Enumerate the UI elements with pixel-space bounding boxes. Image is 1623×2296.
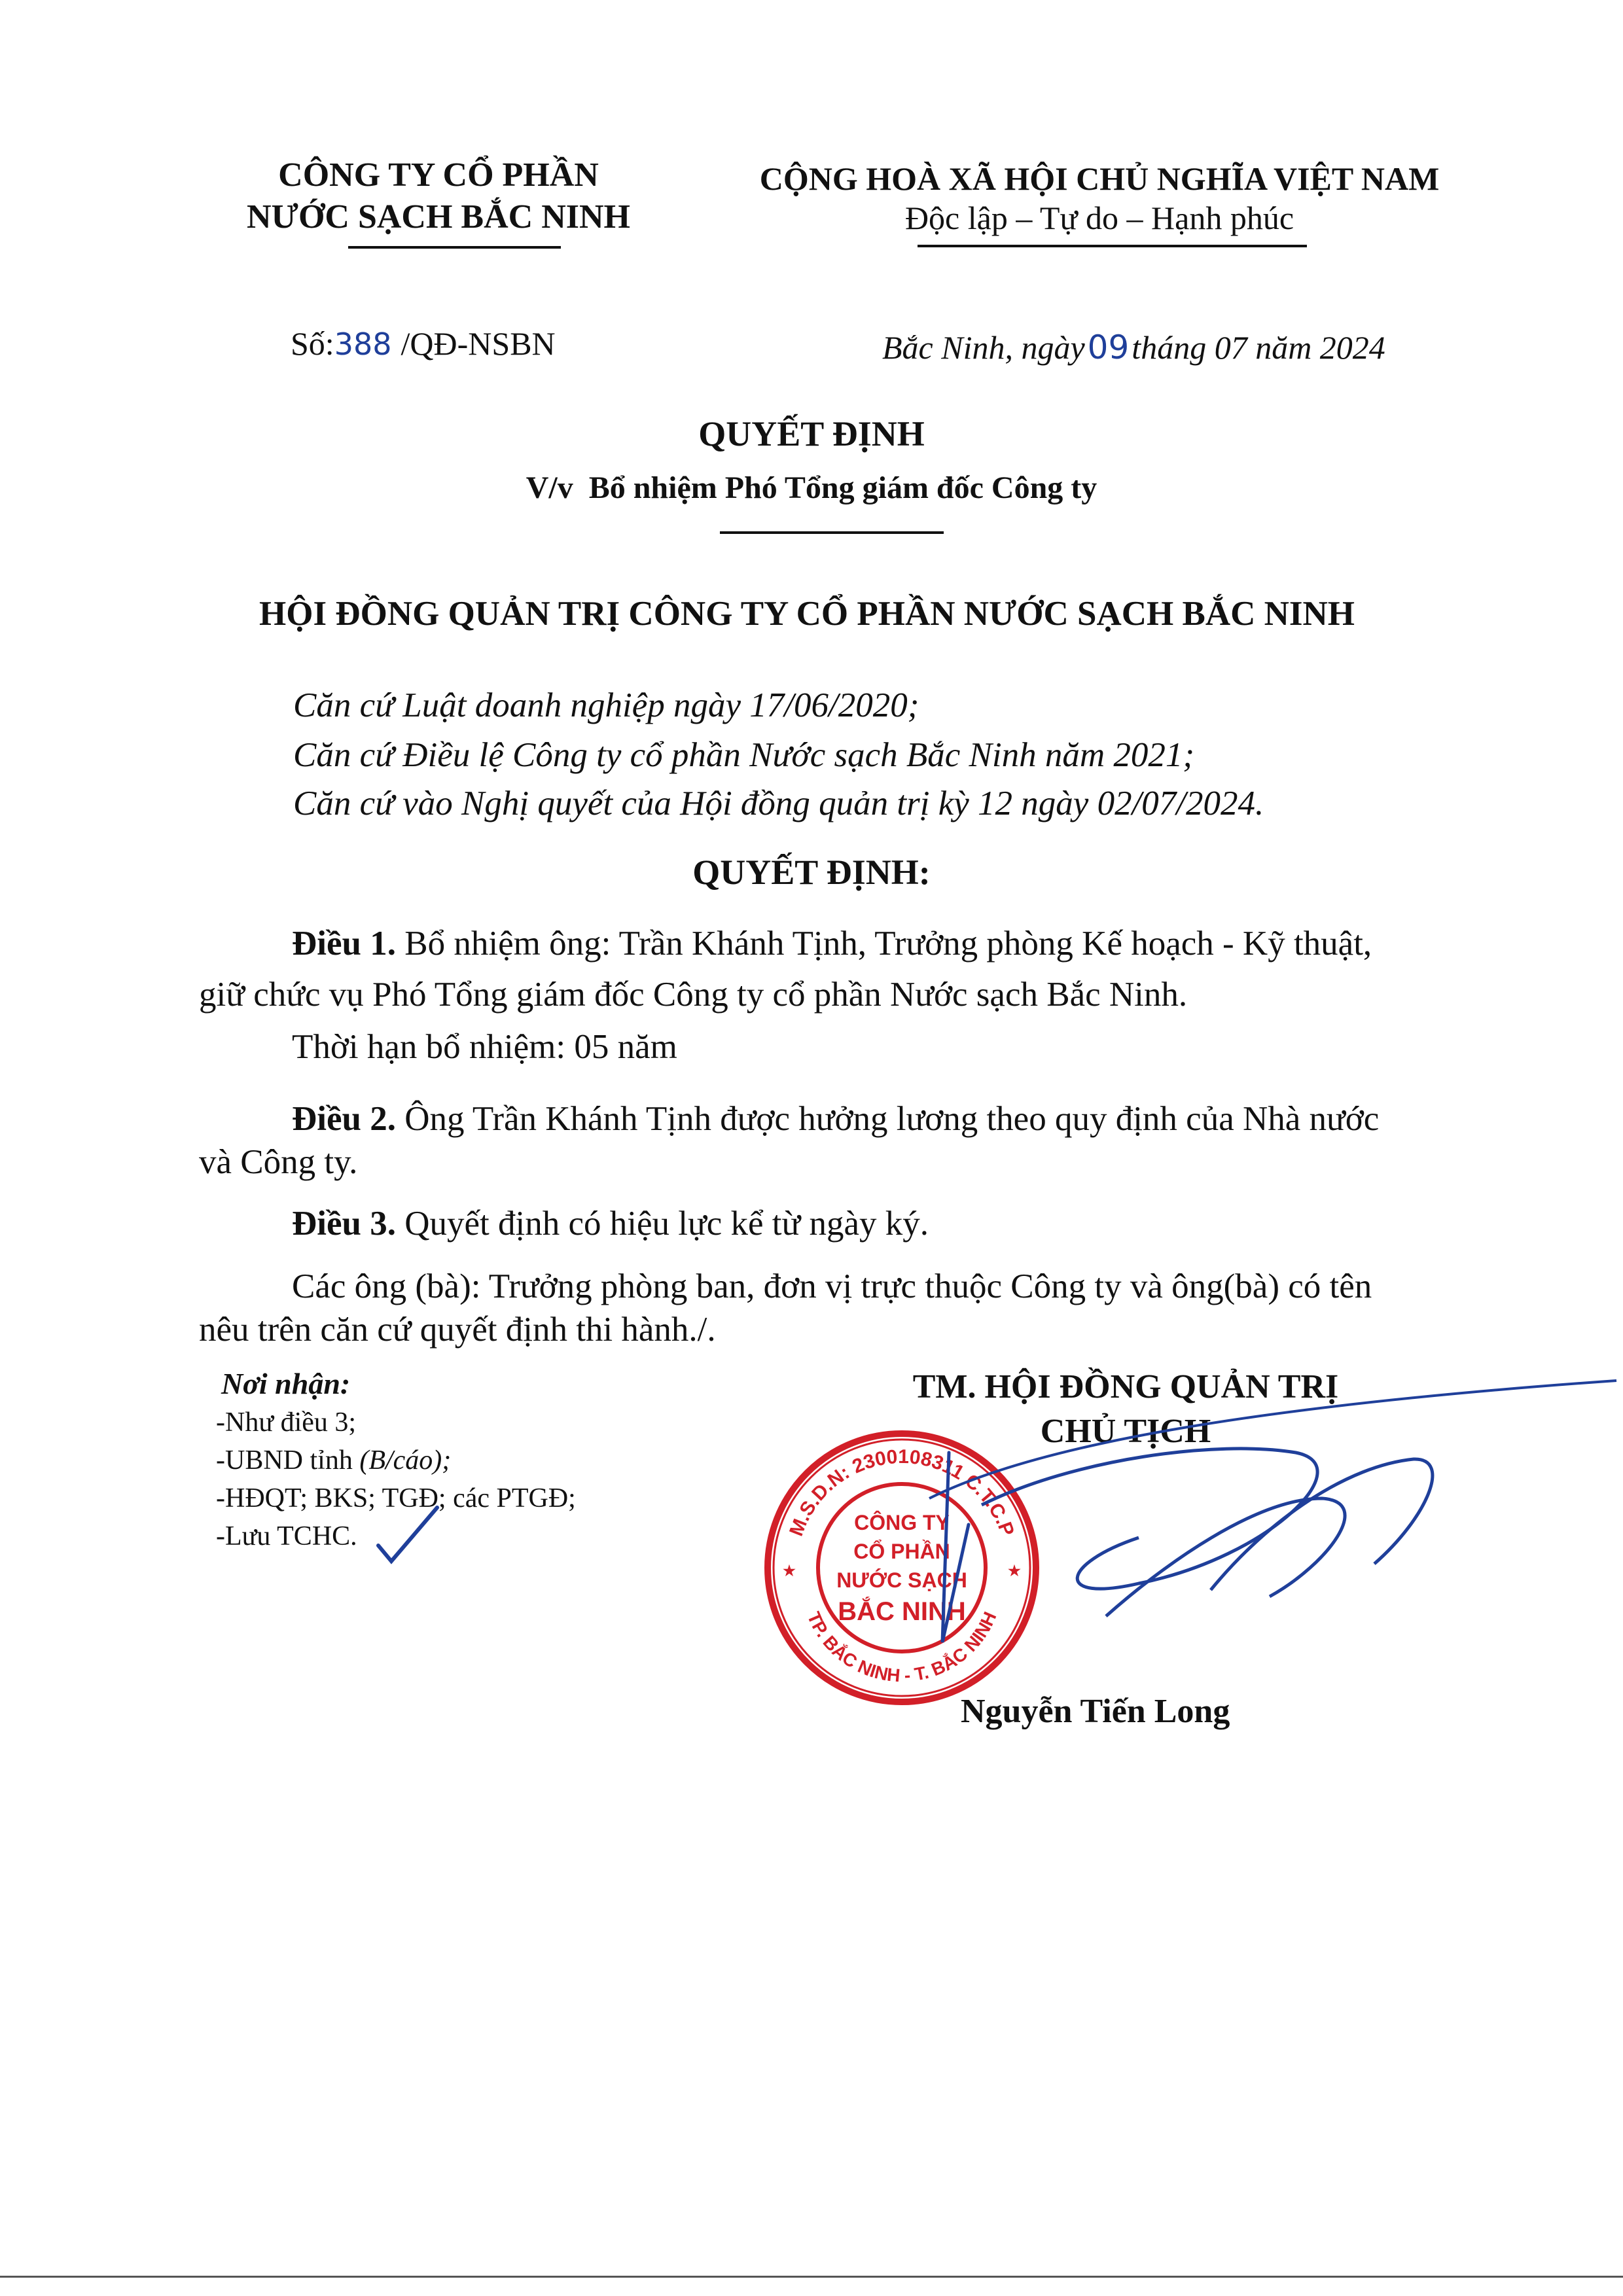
article-1-text: Bổ nhiệm ông: Trần Khánh Tịnh, Trưởng phòng Kế hoạch - Kỹ thuật, [396, 925, 1372, 963]
handwritten-signature [903, 1368, 1623, 1708]
legal-basis-3: Căn cứ vào Nghị quyết của Hội đồng quản trị kỳ 12 ngày 02/07/2024. [293, 785, 1264, 822]
signature-title-line1: TM. HỘI ĐỒNG QUẢN TRỊ [912, 1368, 1339, 1405]
seal-center-line1: CÔNG TY [854, 1511, 950, 1534]
recipient-1: -Như điều 3; [216, 1407, 357, 1438]
document-number [291, 325, 556, 362]
recipient-2-note: (B/cáo); [359, 1445, 452, 1475]
page-bottom-edge [0, 2276, 1623, 2278]
recipient-2-text: -UBND tỉnh [216, 1445, 360, 1475]
legal-basis-2: Căn cứ Điều lệ Công ty cổ phần Nước sạch Bắc Ninh năm 2021; [293, 736, 1195, 774]
article-2-label: Điều 2. [292, 1100, 396, 1138]
article-2-line2: và Công ty. [199, 1143, 358, 1181]
company-name-line2: NƯỚC SẠCH BẮC NINH [247, 198, 630, 236]
date-after: tháng 07 năm 2024 [1132, 329, 1385, 366]
company-name-line1: CÔNG TY CỔ PHẦN [278, 156, 599, 194]
motto-underline [918, 245, 1307, 247]
article-2-text: Ông Trần Khánh Tịnh được hưởng lương theo quy định của Nhà nước [396, 1100, 1380, 1138]
article-2-line1 [292, 1099, 1379, 1139]
article-1-line1 [292, 924, 1372, 963]
decision-heading: QUYẾT ĐỊNH: [692, 853, 931, 892]
article-1-line2: giữ chức vụ Phó Tổng giám đốc Công ty cổ phần Nước sạch Bắc Ninh. [199, 976, 1188, 1014]
seal-star-right: ★ [1008, 1563, 1021, 1579]
recipients-heading: Nơi nhận: [221, 1367, 351, 1400]
seal-star-left: ★ [783, 1563, 796, 1579]
recipient-2 [216, 1445, 451, 1476]
seal-center-line3: NƯỚC SẠCH [836, 1568, 967, 1592]
company-name-underline [348, 246, 561, 249]
appointment-term: Thời hạn bổ nhiệm: 05 năm [292, 1028, 677, 1066]
national-title: CỘNG HOÀ XÃ HỘI CHỦ NGHĨA VIỆT NAM [759, 160, 1440, 197]
issuing-body: HỘI ĐỒNG QUẢN TRỊ CÔNG TY CỔ PHẦN NƯỚC SẠCH BẮC NINH [259, 595, 1355, 633]
date-line [882, 328, 1385, 366]
national-motto: Độc lập – Tự do – Hạnh phúc [904, 200, 1294, 236]
seal-ring-top: M.S.D.N: 2300108311 C.T.C.P [785, 1445, 1018, 1540]
document-number-suffix: /QĐ-NSBN [401, 325, 556, 362]
article-3-label: Điều 3. [292, 1205, 396, 1243]
seal-center-line2: CỔ PHẦN [853, 1540, 950, 1563]
document-subject: V/v Bổ nhiệm Phó Tổng giám đốc Công ty [526, 470, 1097, 505]
article-3-line1 [292, 1204, 929, 1243]
seal-center-line4: BẮC NINH [838, 1597, 966, 1626]
title-underline [720, 531, 944, 534]
article-1-label: Điều 1. [292, 925, 396, 963]
handwritten-check-mark [373, 1498, 445, 1570]
date-before: Bắc Ninh, ngày [882, 329, 1085, 366]
date-handwritten-day: 09 [1087, 328, 1130, 366]
document-number-prefix: Số: [291, 325, 334, 362]
signer-name: Nguyễn Tiến Long [961, 1693, 1230, 1730]
document-title: QUYẾT ĐỊNH [698, 414, 925, 453]
article-3-text: Quyết định có hiệu lực kể từ ngày ký. [396, 1205, 929, 1243]
recipient-3: -HĐQT; BKS; TGĐ; các PTGĐ; [216, 1483, 576, 1513]
company-name-header [216, 154, 661, 238]
seal-ring-bottom: TP. BẮC NINH - T. BẮC NINH [803, 1608, 1001, 1686]
signature-title-line2: CHỦ TỊCH [1040, 1413, 1211, 1450]
execution-line1: Các ông (bà): Trưởng phòng ban, đơn vị trực thuộc Công ty và ông(bà) có tên [292, 1267, 1372, 1305]
execution-line2: nêu trên căn cứ quyết định thi hành./. [199, 1311, 716, 1349]
legal-basis-1: Căn cứ Luật doanh nghiệp ngày 17/06/2020; [293, 686, 919, 724]
recipient-4: -Lưu TCHC. [216, 1521, 357, 1551]
document-number-handwritten: 388 [334, 327, 392, 362]
